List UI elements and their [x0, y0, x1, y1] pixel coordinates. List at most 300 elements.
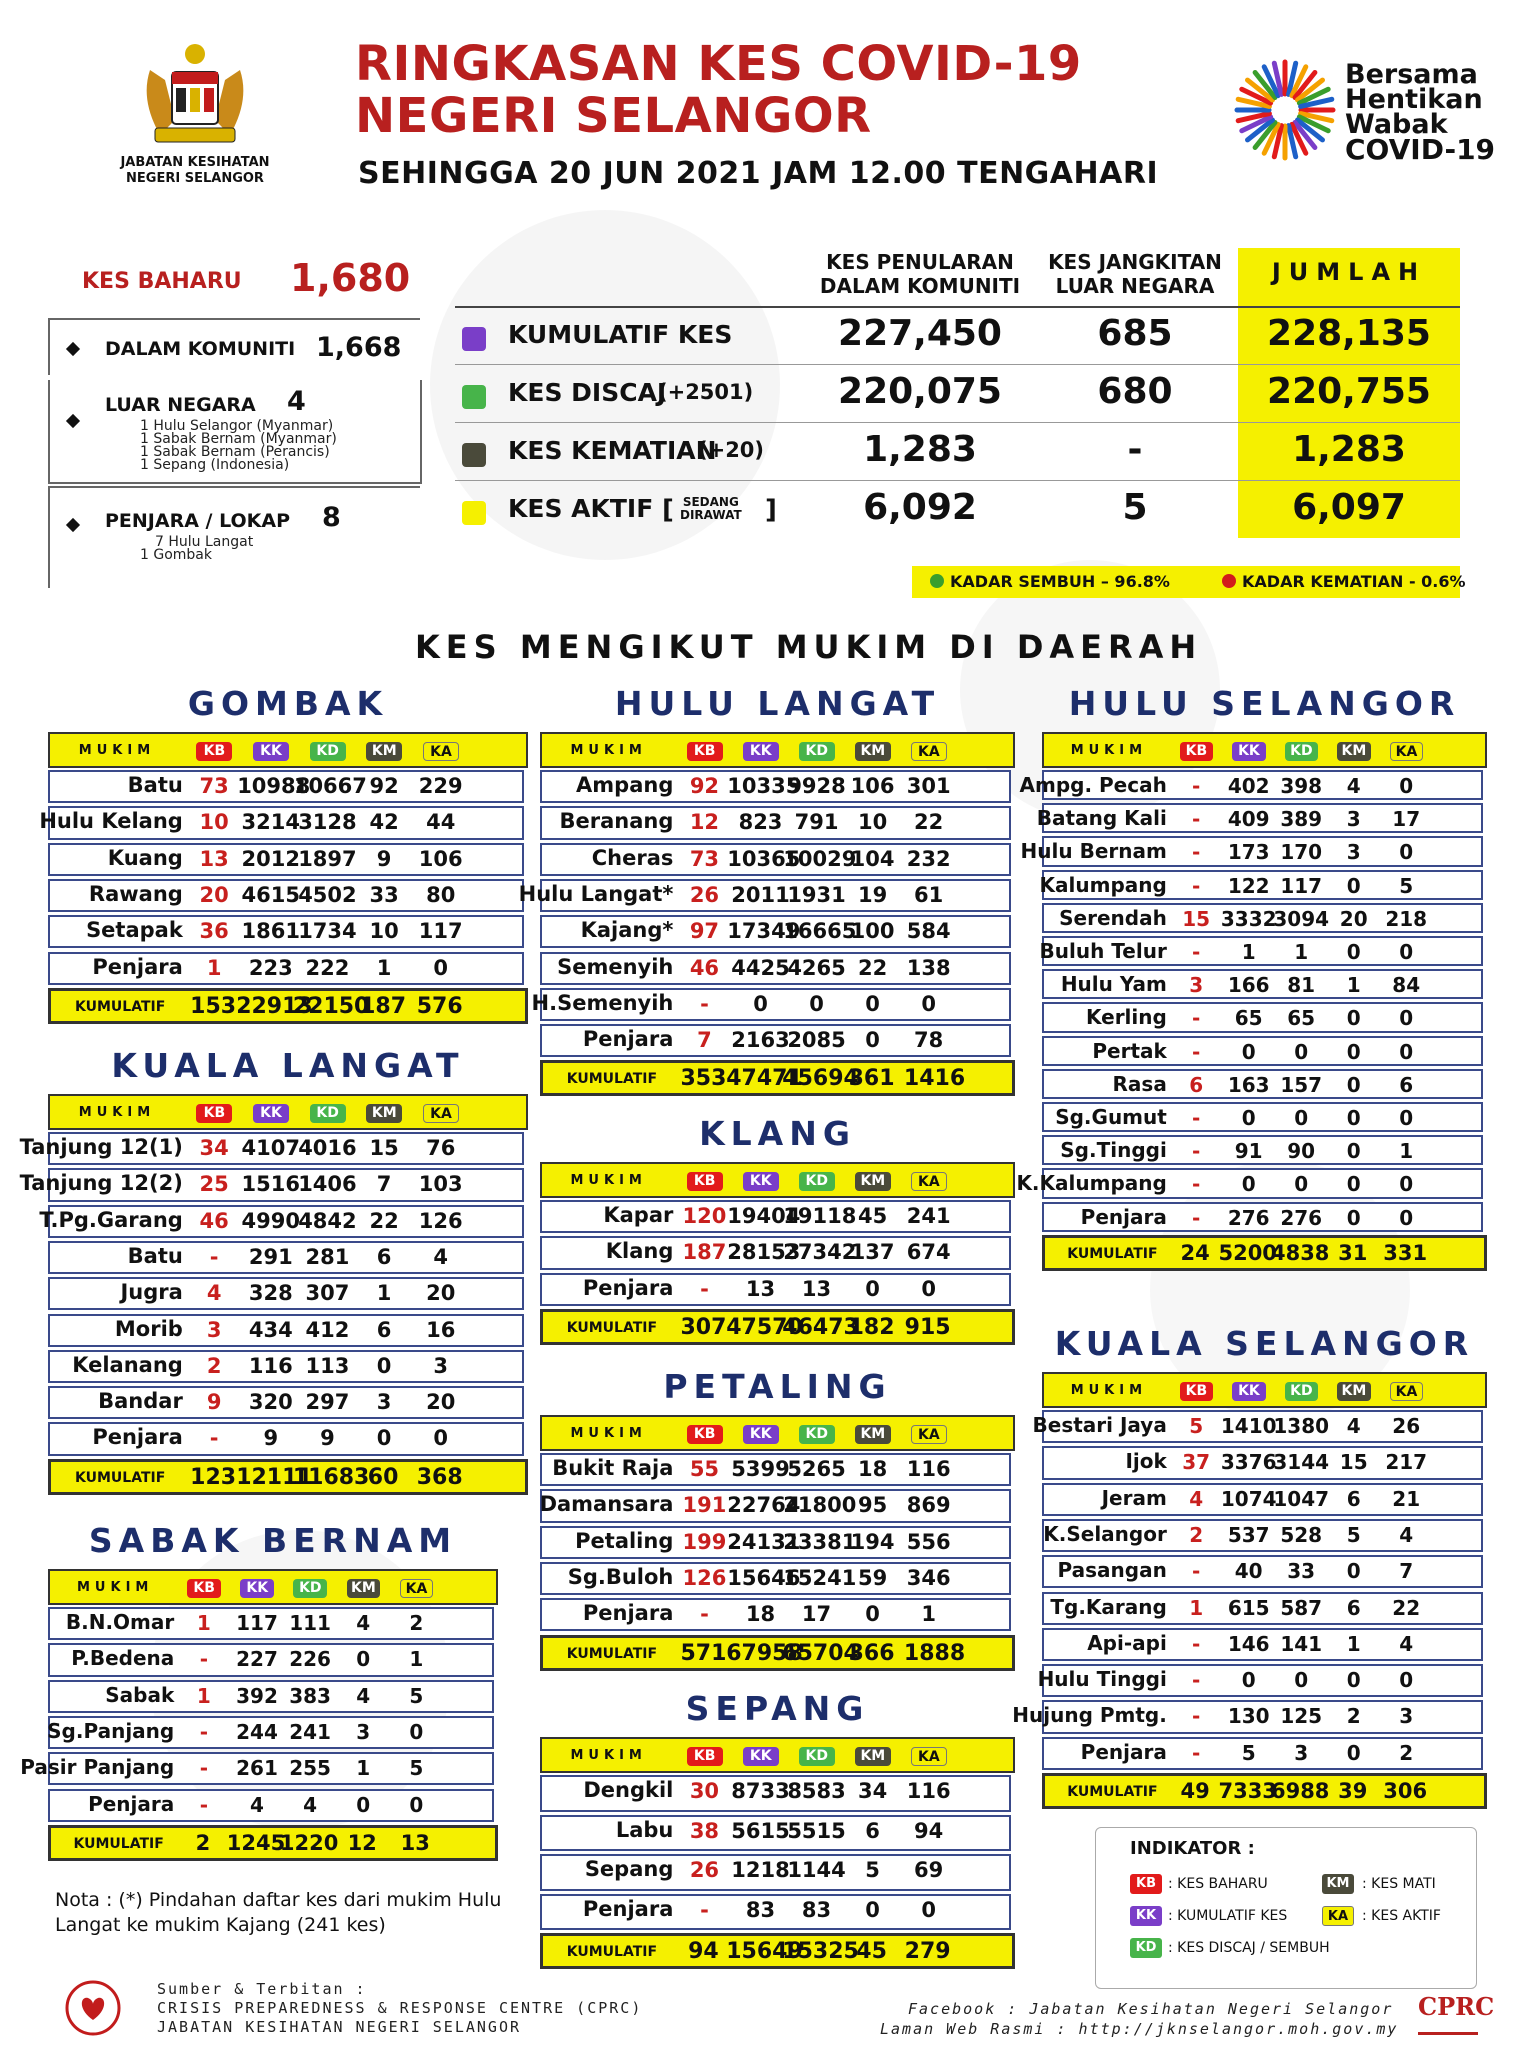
table-header [540, 1415, 1015, 1451]
sunburst-logo [1230, 55, 1340, 165]
kd-cell: 23381 [783, 1529, 857, 1554]
col-header-line: LUAR NEGARA [1055, 274, 1215, 298]
kumulatif-row [1042, 1773, 1487, 1809]
kb-cell: 9 [206, 1390, 222, 1415]
summary-row-label: KES DISCAJ [508, 378, 667, 407]
km-cell: 6 [376, 1317, 392, 1342]
ka-cell: 78 [914, 1028, 944, 1053]
ka-cell: 4 [1399, 1631, 1414, 1656]
kd-cell: 13 [801, 1276, 832, 1301]
table-header [48, 1569, 498, 1605]
kd-cell: 1897 [298, 846, 357, 871]
kk-cell: 1410 [1220, 1414, 1277, 1438]
ka-cell: 84 [1392, 973, 1421, 998]
page-title [355, 38, 1082, 142]
kk-cell: 166 [1227, 973, 1270, 998]
header-ka-pill: KA [1390, 742, 1423, 761]
kb-cell: 187 [682, 1240, 727, 1265]
header-ka-pill: KA [911, 1425, 947, 1444]
kb-cell: 15 [1182, 906, 1211, 931]
kb-cell: 20 [199, 882, 229, 907]
km-cell: 59 [857, 1565, 888, 1590]
header-kk-pill: KK [240, 1579, 274, 1598]
ka-total: 1888 [903, 1640, 966, 1666]
kb-cell: - [700, 1276, 709, 1301]
table-row [1042, 1592, 1483, 1625]
mukim-name: P.Bedena [71, 1646, 175, 1671]
kb-cell: - [1192, 1668, 1201, 1693]
header-kk-pill: KK [743, 1747, 779, 1766]
ka-cell: 80 [426, 882, 456, 907]
table-row [540, 1562, 1011, 1595]
kd-cell: 19118 [783, 1204, 857, 1228]
mukim-header: MUKIM [1070, 1383, 1148, 1398]
table-row [540, 1598, 1011, 1631]
kk-total: 7333 [1218, 1779, 1277, 1803]
kd-cell: 4265 [787, 955, 846, 980]
legend-ka-text: : KES AKTIF [1362, 1908, 1441, 1924]
district-title: SABAK BERNAM [88, 1521, 458, 1560]
km-total: 39 [1338, 1779, 1368, 1803]
kb-cell: - [1192, 873, 1201, 898]
table-row [540, 770, 1011, 803]
summary-luar-value: 680 [1097, 371, 1173, 412]
col-header-line: DALAM KOMUNITI [819, 274, 1021, 298]
km-cell: 0 [1346, 873, 1361, 898]
kumulatif-row [48, 1825, 498, 1861]
ka-cell: 229 [418, 774, 463, 798]
kb-cell: - [1192, 1740, 1201, 1765]
ka-total: 306 [1383, 1779, 1428, 1803]
kb-cell: 120 [682, 1204, 727, 1228]
table-header [1042, 732, 1487, 768]
km-total: 182 [848, 1314, 895, 1340]
km-cell: 4 [1346, 1414, 1361, 1438]
kumulatif-row [540, 1933, 1015, 1969]
kb-cell: - [1192, 1039, 1201, 1064]
km-cell: 22 [369, 1208, 399, 1233]
summary-row-suffix: (+20) [698, 438, 765, 462]
aktif-note-line: SEDANG [682, 495, 739, 509]
mukim-name: Penjara [582, 1027, 674, 1052]
kb-cell: 4 [206, 1281, 222, 1306]
header-km-pill: KM [855, 1425, 891, 1444]
footer-line: Sumber & Terbitan : [157, 1980, 367, 1998]
mukim-name: Sg.Panjang [47, 1718, 175, 1743]
header-km-pill: KM [366, 742, 402, 761]
km-total: 31 [1338, 1240, 1368, 1265]
kk-cell: 320 [248, 1390, 293, 1415]
summary-komuniti-value: 220,075 [838, 371, 1002, 412]
kumulatif-row [48, 1459, 528, 1495]
green-dot-icon [930, 574, 944, 588]
kk-cell: 261 [236, 1756, 278, 1781]
header-km-pill: KM [855, 742, 891, 761]
km-cell: 2 [1346, 1704, 1361, 1729]
kd-cell: 0 [809, 991, 824, 1016]
footer-source [157, 1980, 642, 2037]
kd-cell: 10667 [293, 774, 367, 798]
kumulatif-label: KUMULATIF [566, 1319, 658, 1336]
kd-cell: 3094 [1273, 906, 1330, 931]
summary-jumlah-value: 220,755 [1267, 371, 1431, 412]
table-row [540, 1489, 1011, 1522]
kb-cell: 30 [689, 1779, 720, 1803]
footer-website[interactable]: Laman Web Rasmi : http://jknselangor.moh.gov.my [880, 2020, 1399, 2038]
mukim-name: H.Semenyih [531, 990, 674, 1015]
kd-total: 11683 [292, 1464, 370, 1490]
kd-cell: 2085 [787, 1028, 846, 1053]
department-name [110, 155, 280, 187]
kk-cell: 0 [753, 991, 768, 1016]
kk-cell: 117 [236, 1611, 278, 1635]
district-title: KUALA LANGAT [111, 1046, 465, 1085]
district-title: GOMBAK [187, 684, 389, 723]
km-cell: 3 [1346, 840, 1361, 865]
kd-cell: 4016 [298, 1136, 357, 1160]
table-row [48, 1314, 524, 1347]
km-cell: 15 [1339, 1450, 1368, 1475]
mukim-name: Pertak [1092, 1038, 1167, 1063]
header-kd-pill: KD [310, 1104, 346, 1123]
km-cell: 1 [1346, 973, 1361, 998]
kb-cell: - [1192, 940, 1201, 964]
ka-cell: 0 [409, 1792, 424, 1817]
kk-cell: 146 [1227, 1631, 1270, 1656]
kb-cell: 1 [196, 1683, 211, 1708]
kd-cell: 17 [801, 1602, 832, 1627]
summary-komuniti-value: 227,450 [838, 313, 1002, 354]
footer-line: JABATAN KESIHATAN NEGERI SELANGOR [157, 2018, 522, 2036]
mukim-name: Pasir Panjang [20, 1755, 175, 1780]
kb-cell: 2 [206, 1353, 222, 1378]
kk-cell: 1074 [1220, 1486, 1277, 1511]
mukim-name: Hulu Tinggi [1037, 1667, 1167, 1692]
table-row [20, 1752, 494, 1785]
kk-cell: 116 [248, 1353, 293, 1378]
mukim-name: Kerling [1085, 1005, 1167, 1030]
row-color-square [462, 443, 486, 467]
header-ka-pill: KA [911, 1747, 947, 1766]
header-kd-pill: KD [799, 1425, 835, 1444]
kd-cell: 27342 [783, 1240, 857, 1265]
ka-cell: 241 [906, 1204, 951, 1228]
ka-cell: 0 [1399, 940, 1414, 964]
kumulatif-label: KUMULATIF [1067, 1245, 1158, 1262]
summary-jumlah-value: 6,097 [1292, 487, 1406, 528]
kb-cell: 12 [689, 810, 720, 835]
kb-cell: - [1192, 1631, 1201, 1656]
km-cell: 100 [850, 919, 895, 944]
ka-cell: 0 [433, 1426, 449, 1451]
kumulatif-row [540, 1309, 1015, 1345]
kb-cell: 126 [682, 1565, 727, 1590]
table-row [531, 988, 1011, 1021]
mukim-name: Penjara [92, 954, 183, 979]
kb-total: 353 [680, 1066, 727, 1092]
mukim-name: Serendah [1059, 905, 1167, 930]
mukim-header: MUKIM [570, 1173, 647, 1188]
header-kb-pill: KB [1180, 1382, 1213, 1401]
district-title: HULU SELANGOR [1068, 684, 1461, 723]
legend-kb-text: : KES BAHARU [1168, 1876, 1268, 1892]
footer-facebook[interactable]: Facebook : Jabatan Kesihatan Negeri Selangor [908, 2000, 1394, 2018]
table-row [540, 1775, 1011, 1812]
ka-cell: 7 [1399, 1559, 1414, 1584]
table-row [19, 1168, 524, 1201]
kk-cell: 244 [236, 1719, 278, 1744]
table-row [48, 1643, 494, 1676]
table-row [1042, 1036, 1483, 1066]
kb-total: 307 [680, 1314, 727, 1340]
kb-cell: 2 [1189, 1522, 1204, 1547]
kd-cell: 3 [1294, 1740, 1309, 1765]
mukim-name: Beranang [559, 809, 674, 834]
table-header [540, 1162, 1015, 1198]
kd-total: 4838 [1270, 1240, 1330, 1265]
kb-cell: - [1192, 1006, 1201, 1031]
kd-cell: 297 [305, 1390, 350, 1415]
km-cell: 0 [356, 1792, 371, 1817]
ka-cell: 0 [921, 1276, 936, 1301]
km-cell: 0 [865, 1602, 880, 1627]
km-cell: 18 [857, 1457, 888, 1481]
kes-baharu-value: 1,680 [290, 256, 411, 300]
table-row [540, 1236, 1011, 1269]
kd-cell: 3144 [1273, 1450, 1330, 1475]
kumulatif-label: KUMULATIF [566, 1645, 658, 1662]
ka-cell: 5 [409, 1683, 424, 1708]
kd-cell: 90 [1287, 1139, 1316, 1164]
kb-cell: 73 [689, 846, 720, 871]
kd-cell: 113 [305, 1353, 350, 1378]
summary-row-suffix: (+2501) [658, 380, 754, 404]
table-row [48, 1350, 524, 1383]
kd-total: 6988 [1270, 1779, 1330, 1803]
ka-cell: 4 [1399, 1522, 1414, 1547]
table-row [540, 1273, 1011, 1306]
kb-cell: 37 [1182, 1450, 1211, 1475]
ka-cell: 0 [409, 1719, 424, 1744]
ka-cell: 16 [426, 1317, 456, 1342]
kk-cell: 3376 [1220, 1450, 1277, 1475]
table-row [1039, 936, 1483, 966]
ka-cell: 21 [1392, 1486, 1421, 1511]
kd-cell: 1380 [1273, 1414, 1330, 1438]
ka-total: 368 [416, 1464, 463, 1490]
ka-cell: 1 [921, 1602, 936, 1627]
mukim-name: Sg.Gumut [1055, 1105, 1167, 1129]
mukim-header: MUKIM [77, 1580, 154, 1595]
mukim-header: MUKIM [78, 743, 156, 758]
ka-cell: 217 [1385, 1450, 1428, 1475]
kb-cell: 3 [1189, 973, 1204, 998]
kd-cell: 1734 [298, 919, 357, 944]
kd-cell: 528 [1280, 1522, 1323, 1547]
kd-total: 46473 [782, 1314, 859, 1340]
km-cell: 1 [1346, 1631, 1361, 1656]
km-cell: 0 [865, 1897, 880, 1922]
table-row [1042, 1737, 1483, 1770]
table-row [1016, 1168, 1483, 1198]
header-kd-pill: KD [1285, 742, 1318, 761]
header-km-pill: KM [855, 1747, 891, 1766]
kd-cell: 1406 [298, 1172, 357, 1197]
kk-cell: 0 [1241, 1172, 1256, 1197]
kk-cell: 19404 [727, 1204, 801, 1228]
col-header-line: KES JANGKITAN [1048, 250, 1222, 274]
penjara-detail: 1 Gombak [140, 547, 212, 563]
kb-cell: 46 [689, 955, 720, 980]
kk-cell: 22764 [727, 1493, 801, 1518]
header-ka-pill: KA [423, 742, 459, 761]
table-row [1032, 1410, 1483, 1443]
km-cell: 6 [376, 1244, 392, 1269]
table-header [540, 732, 1015, 768]
km-cell: 10 [857, 810, 888, 835]
km-cell: 95 [857, 1493, 888, 1518]
mukim-name: Batu [127, 773, 183, 797]
mukim-name: Dengkil [583, 1778, 674, 1802]
penjara-detail: 7 Hulu Langat [155, 534, 254, 550]
legend-kd-text: : KES DISCAJ / SEMBUH [1168, 1940, 1330, 1956]
kk-total: 1245 [226, 1830, 286, 1855]
aktif-note [680, 496, 742, 522]
table-row [1042, 1202, 1483, 1232]
km-cell: 0 [1346, 1039, 1361, 1064]
slogan-line: COVID-19 [1345, 133, 1496, 166]
kk-cell: 173 [1227, 840, 1270, 865]
mukim-name: Rasa [1112, 1071, 1167, 1096]
kk-cell: 409 [1227, 807, 1270, 832]
kb-cell: - [700, 991, 709, 1016]
table-row [1037, 1664, 1483, 1697]
ka-cell: 76 [426, 1136, 456, 1160]
kk-cell: 0 [1241, 1668, 1256, 1693]
km-cell: 92 [369, 774, 399, 798]
kk-cell: 328 [248, 1281, 293, 1306]
table-row [48, 1680, 494, 1713]
kk-cell: 5615 [731, 1818, 790, 1843]
table-row [1036, 803, 1483, 833]
kk-cell: 537 [1227, 1522, 1270, 1547]
kk-cell: 18 [745, 1602, 776, 1627]
kk-cell: 2012 [241, 846, 300, 871]
kd-cell: 9 [320, 1426, 335, 1451]
ka-cell: 5 [1399, 873, 1414, 898]
kd-cell: 83 [801, 1897, 832, 1922]
kk-cell: 291 [248, 1244, 293, 1269]
summary-row-label: KES KEMATIAN [508, 436, 717, 465]
header-kd-pill: KD [799, 1747, 835, 1766]
table-header [1042, 1372, 1487, 1408]
kk-cell: 1861 [241, 919, 300, 944]
kumulatif-label: KUMULATIF [1067, 1784, 1158, 1800]
footer-line: CRISIS PREPAREDNESS & RESPONSE CENTRE (CPRC) [157, 1999, 643, 2017]
coat-of-arms-logo [120, 40, 270, 150]
mukim-name: Penjara [92, 1425, 183, 1450]
summary-komuniti-value: 1,283 [863, 429, 977, 470]
kd-total: 45694 [782, 1066, 859, 1092]
nota [55, 1888, 501, 1938]
kk-total: 47471 [726, 1066, 803, 1092]
kd-cell: 255 [289, 1756, 331, 1781]
table-row [540, 1854, 1011, 1891]
header-ka-pill: KA [911, 1172, 947, 1191]
mukim-name: Cheras [591, 845, 674, 870]
ka-total: 915 [904, 1314, 951, 1340]
kb-cell: 1 [1189, 1595, 1204, 1620]
luar-negara-detail: 1 Sepang (Indonesia) [140, 457, 290, 473]
kk-cell: 40 [1234, 1559, 1263, 1584]
kb-total: 2 [195, 1830, 211, 1855]
table-row [48, 1277, 524, 1310]
kd-cell: 3128 [298, 810, 357, 835]
ka-cell: 117 [418, 919, 463, 944]
aktif-note-open: [ [662, 495, 674, 525]
kk-cell: 28153 [727, 1240, 801, 1265]
km-cell: 0 [1346, 1559, 1361, 1584]
table-row [540, 843, 1011, 876]
kb-cell: - [199, 1756, 209, 1781]
table-row [540, 1200, 1011, 1233]
km-cell: 0 [1346, 940, 1361, 964]
row-color-square [462, 327, 486, 351]
mukim-name: Penjara [582, 1601, 674, 1626]
kd-total: 65704 [782, 1640, 859, 1666]
ka-total: 576 [416, 993, 463, 1019]
ka-total: 13 [400, 1830, 430, 1855]
header-ka-pill: KA [400, 1579, 434, 1598]
ka-cell: 103 [418, 1172, 463, 1197]
mukim-name: Bukit Raja [552, 1456, 674, 1480]
kb-total: 123 [190, 1464, 237, 1490]
mukim-name: Damansara [539, 1492, 674, 1517]
mukim-header: MUKIM [570, 1426, 647, 1441]
km-cell: 6 [1346, 1486, 1361, 1511]
header-km-pill: KM [347, 1579, 381, 1598]
luar-negara-label: LUAR NEGARA [105, 394, 256, 416]
table-row [48, 1241, 524, 1274]
kk-cell: 402 [1227, 774, 1270, 798]
kb-cell: 26 [689, 1858, 720, 1882]
header-kk-pill: KK [1232, 742, 1265, 761]
kk-cell: 9 [263, 1426, 279, 1451]
table-row [1042, 1555, 1483, 1588]
kb-cell: - [1192, 1172, 1201, 1197]
ka-cell: 116 [906, 1779, 951, 1803]
table-row [48, 1789, 494, 1822]
mukim-name: Ampang [576, 773, 674, 797]
legend-ka-pill: KA [1322, 1906, 1354, 1926]
kb-cell: - [209, 1244, 219, 1269]
mukim-name: Batang Kali [1036, 806, 1167, 831]
table-row [1042, 1069, 1483, 1099]
kk-cell: 3332 [1220, 906, 1277, 931]
header-kk-pill: KK [1232, 1382, 1265, 1401]
mukim-name: Rawang [88, 881, 183, 906]
ka-cell: 0 [1399, 1172, 1414, 1197]
kk-total: 22913 [236, 993, 313, 1019]
table-header [48, 1094, 528, 1130]
ka-cell: 0 [1399, 1668, 1414, 1693]
mukim-header: MUKIM [570, 743, 647, 758]
km-cell: 20 [1339, 906, 1368, 931]
kd-cell: 5265 [787, 1457, 846, 1481]
table-row [1042, 903, 1483, 933]
kd-cell: 0 [1294, 1039, 1309, 1064]
title-line: NEGERI SELANGOR [355, 88, 872, 144]
